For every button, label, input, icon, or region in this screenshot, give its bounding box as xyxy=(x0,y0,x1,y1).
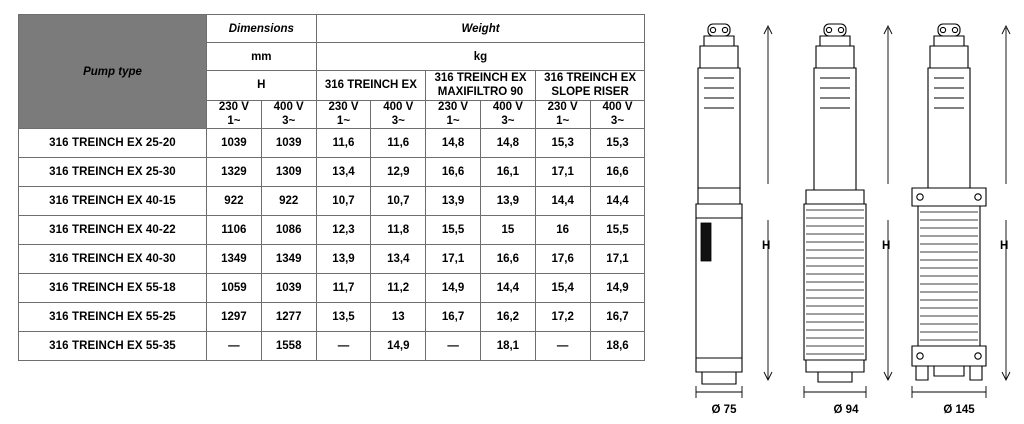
voltage-4-line2: 1~ xyxy=(446,114,460,127)
cell-0-2: 11,6 xyxy=(316,129,371,158)
column-sloperiser-header xyxy=(535,71,645,101)
unit-kg-header: kg xyxy=(316,43,645,71)
voltage-7-line1: 400 V xyxy=(602,100,633,113)
voltage-7-line2: 3~ xyxy=(610,114,625,127)
voltage-2-line2: 1~ xyxy=(336,114,351,127)
table-row xyxy=(19,129,645,158)
cell-0-0: 1039 xyxy=(207,129,262,158)
voltage-header-2 xyxy=(316,100,371,129)
pump-drawing-maxifiltro xyxy=(788,18,892,416)
cell-0-5: 14,8 xyxy=(480,129,535,158)
voltage-header-1 xyxy=(261,100,316,129)
row-label-5: 316 TREINCH EX 55-18 xyxy=(19,274,207,303)
cell-4-1: 1349 xyxy=(261,245,316,274)
voltage-header-7 xyxy=(590,100,645,129)
table-row xyxy=(19,245,645,274)
voltage-header-0 xyxy=(207,100,262,129)
cable-block-1 xyxy=(701,223,711,261)
voltage-0-line2: 1~ xyxy=(227,114,241,127)
cell-2-1: 922 xyxy=(261,187,316,216)
cell-6-1: 1277 xyxy=(261,303,316,332)
pump-outline-2 xyxy=(788,18,892,400)
cell-2-4: 13,9 xyxy=(426,187,481,216)
cell-1-2: 13,4 xyxy=(316,158,371,187)
dimensions-group-header: Dimensions xyxy=(207,15,317,43)
row-label-3: 316 TREINCH EX 40-22 xyxy=(19,216,207,245)
voltage-5-line2: 3~ xyxy=(501,114,515,127)
pump-drawing-treinch-ex xyxy=(674,18,774,416)
cell-3-1: 1086 xyxy=(261,216,316,245)
pump-outline-1 xyxy=(674,18,774,400)
voltage-3-line1: 400 V xyxy=(383,100,414,113)
pump-type-header: Pump type xyxy=(19,15,207,129)
voltage-6-line2: 1~ xyxy=(556,114,570,127)
column-treinch-header: 316 TREINCH EX xyxy=(316,71,426,101)
cell-7-7: 18,6 xyxy=(590,332,645,361)
cell-2-3: 10,7 xyxy=(371,187,426,216)
voltage-1-line2: 3~ xyxy=(282,114,296,127)
cell-5-5: 14,4 xyxy=(480,274,535,303)
cell-6-4: 16,7 xyxy=(426,303,481,332)
maxifiltro-line-2: MAXIFILTRO 90 xyxy=(437,86,524,99)
cell-5-2: 11,7 xyxy=(316,274,371,303)
cell-5-0: 1059 xyxy=(207,274,262,303)
cell-5-1: 1039 xyxy=(261,274,316,303)
voltage-4-line1: 230 V xyxy=(438,100,469,113)
voltage-2-line1: 230 V xyxy=(328,100,359,113)
cell-2-5: 13,9 xyxy=(480,187,535,216)
row-label-7: 316 TREINCH EX 55-35 xyxy=(19,332,207,361)
cell-3-6: 16 xyxy=(535,216,590,245)
cell-0-7: 15,3 xyxy=(590,129,645,158)
column-maxifiltro-header xyxy=(426,71,536,101)
cell-4-2: 13,9 xyxy=(316,245,371,274)
cell-1-6: 17,1 xyxy=(535,158,590,187)
cell-3-3: 11,8 xyxy=(371,216,426,245)
table-row xyxy=(19,158,645,187)
column-h-header: H xyxy=(207,71,317,101)
cell-3-2: 12,3 xyxy=(316,216,371,245)
cell-1-1: 1309 xyxy=(261,158,316,187)
cell-7-4: — xyxy=(426,332,481,361)
table-row xyxy=(19,303,645,332)
height-dimension-3 xyxy=(998,24,1024,384)
height-dimension-1 xyxy=(760,24,786,384)
cell-3-5: 15 xyxy=(480,216,535,245)
cell-4-4: 17,1 xyxy=(426,245,481,274)
row-label-4: 316 TREINCH EX 40-30 xyxy=(19,245,207,274)
cell-0-3: 11,6 xyxy=(371,129,426,158)
cell-3-7: 15,5 xyxy=(590,216,645,245)
cell-4-0: 1349 xyxy=(207,245,262,274)
cell-1-3: 12,9 xyxy=(371,158,426,187)
table-row xyxy=(19,216,645,245)
cell-7-2: — xyxy=(316,332,371,361)
cell-6-5: 16,2 xyxy=(480,303,535,332)
maxifiltro-line-1: 316 TREINCH EX xyxy=(434,72,527,84)
cell-7-6: — xyxy=(535,332,590,361)
cell-1-7: 16,6 xyxy=(590,158,645,187)
diameter-label-3: Ø 145 xyxy=(943,404,975,416)
cell-6-6: 17,2 xyxy=(535,303,590,332)
voltage-header-4 xyxy=(426,100,481,129)
height-label-2: H xyxy=(882,240,891,252)
cell-2-7: 14,4 xyxy=(590,187,645,216)
sloperiser-line-2: SLOPE RISER xyxy=(551,86,629,99)
cell-1-0: 1329 xyxy=(207,158,262,187)
sloperiser-line-1: 316 TREINCH EX xyxy=(544,72,637,84)
cell-0-4: 14,8 xyxy=(426,129,481,158)
cell-2-0: 922 xyxy=(207,187,262,216)
table-header-row-groups xyxy=(19,15,645,43)
cell-2-6: 14,4 xyxy=(535,187,590,216)
cell-6-2: 13,5 xyxy=(316,303,371,332)
cell-7-3: 14,9 xyxy=(371,332,426,361)
table-row xyxy=(19,187,645,216)
cell-7-5: 18,1 xyxy=(480,332,535,361)
cell-0-6: 15,3 xyxy=(535,129,590,158)
voltage-0-line1: 230 V xyxy=(218,100,249,113)
voltage-header-3 xyxy=(371,100,426,129)
voltage-3-line2: 3~ xyxy=(391,114,405,127)
voltage-6-line1: 230 V xyxy=(547,100,578,113)
row-label-2: 316 TREINCH EX 40-15 xyxy=(19,187,207,216)
specification-table-container xyxy=(18,14,644,361)
cell-4-5: 16,6 xyxy=(480,245,535,274)
pump-drawing-slope-riser xyxy=(902,18,1009,416)
cell-5-6: 15,4 xyxy=(535,274,590,303)
cell-4-6: 17,6 xyxy=(535,245,590,274)
cell-5-4: 14,9 xyxy=(426,274,481,303)
cell-4-7: 17,1 xyxy=(590,245,645,274)
specification-table xyxy=(18,14,645,361)
cell-2-2: 10,7 xyxy=(316,187,371,216)
voltage-header-5 xyxy=(480,100,535,129)
cell-6-0: 1297 xyxy=(207,303,262,332)
cell-1-5: 16,1 xyxy=(480,158,535,187)
voltage-1-line1: 400 V xyxy=(273,100,304,113)
diameter-label-1: Ø 75 xyxy=(711,404,737,416)
cell-6-3: 13 xyxy=(371,303,426,332)
cell-5-7: 14,9 xyxy=(590,274,645,303)
row-label-1: 316 TREINCH EX 25-30 xyxy=(19,158,207,187)
voltage-5-line1: 400 V xyxy=(492,100,523,113)
cell-7-1: 1558 xyxy=(261,332,316,361)
diameter-label-2: Ø 94 xyxy=(833,404,859,416)
cell-4-3: 13,4 xyxy=(371,245,426,274)
cell-3-0: 1106 xyxy=(207,216,262,245)
unit-mm-header: mm xyxy=(207,43,317,71)
cell-3-4: 15,5 xyxy=(426,216,481,245)
weight-group-header: Weight xyxy=(316,15,645,43)
technical-drawings xyxy=(660,0,1009,424)
cell-5-3: 11,2 xyxy=(371,274,426,303)
voltage-header-6 xyxy=(535,100,590,129)
pump-outline-3 xyxy=(902,18,1009,400)
height-label-1: H xyxy=(762,240,771,252)
row-label-6: 316 TREINCH EX 55-25 xyxy=(19,303,207,332)
cell-0-1: 1039 xyxy=(261,129,316,158)
row-label-0: 316 TREINCH EX 25-20 xyxy=(19,129,207,158)
table-row xyxy=(19,274,645,303)
cell-6-7: 16,7 xyxy=(590,303,645,332)
cell-1-4: 16,6 xyxy=(426,158,481,187)
table-row xyxy=(19,332,645,361)
height-label-3: H xyxy=(1000,240,1009,252)
cell-7-0: — xyxy=(207,332,262,361)
